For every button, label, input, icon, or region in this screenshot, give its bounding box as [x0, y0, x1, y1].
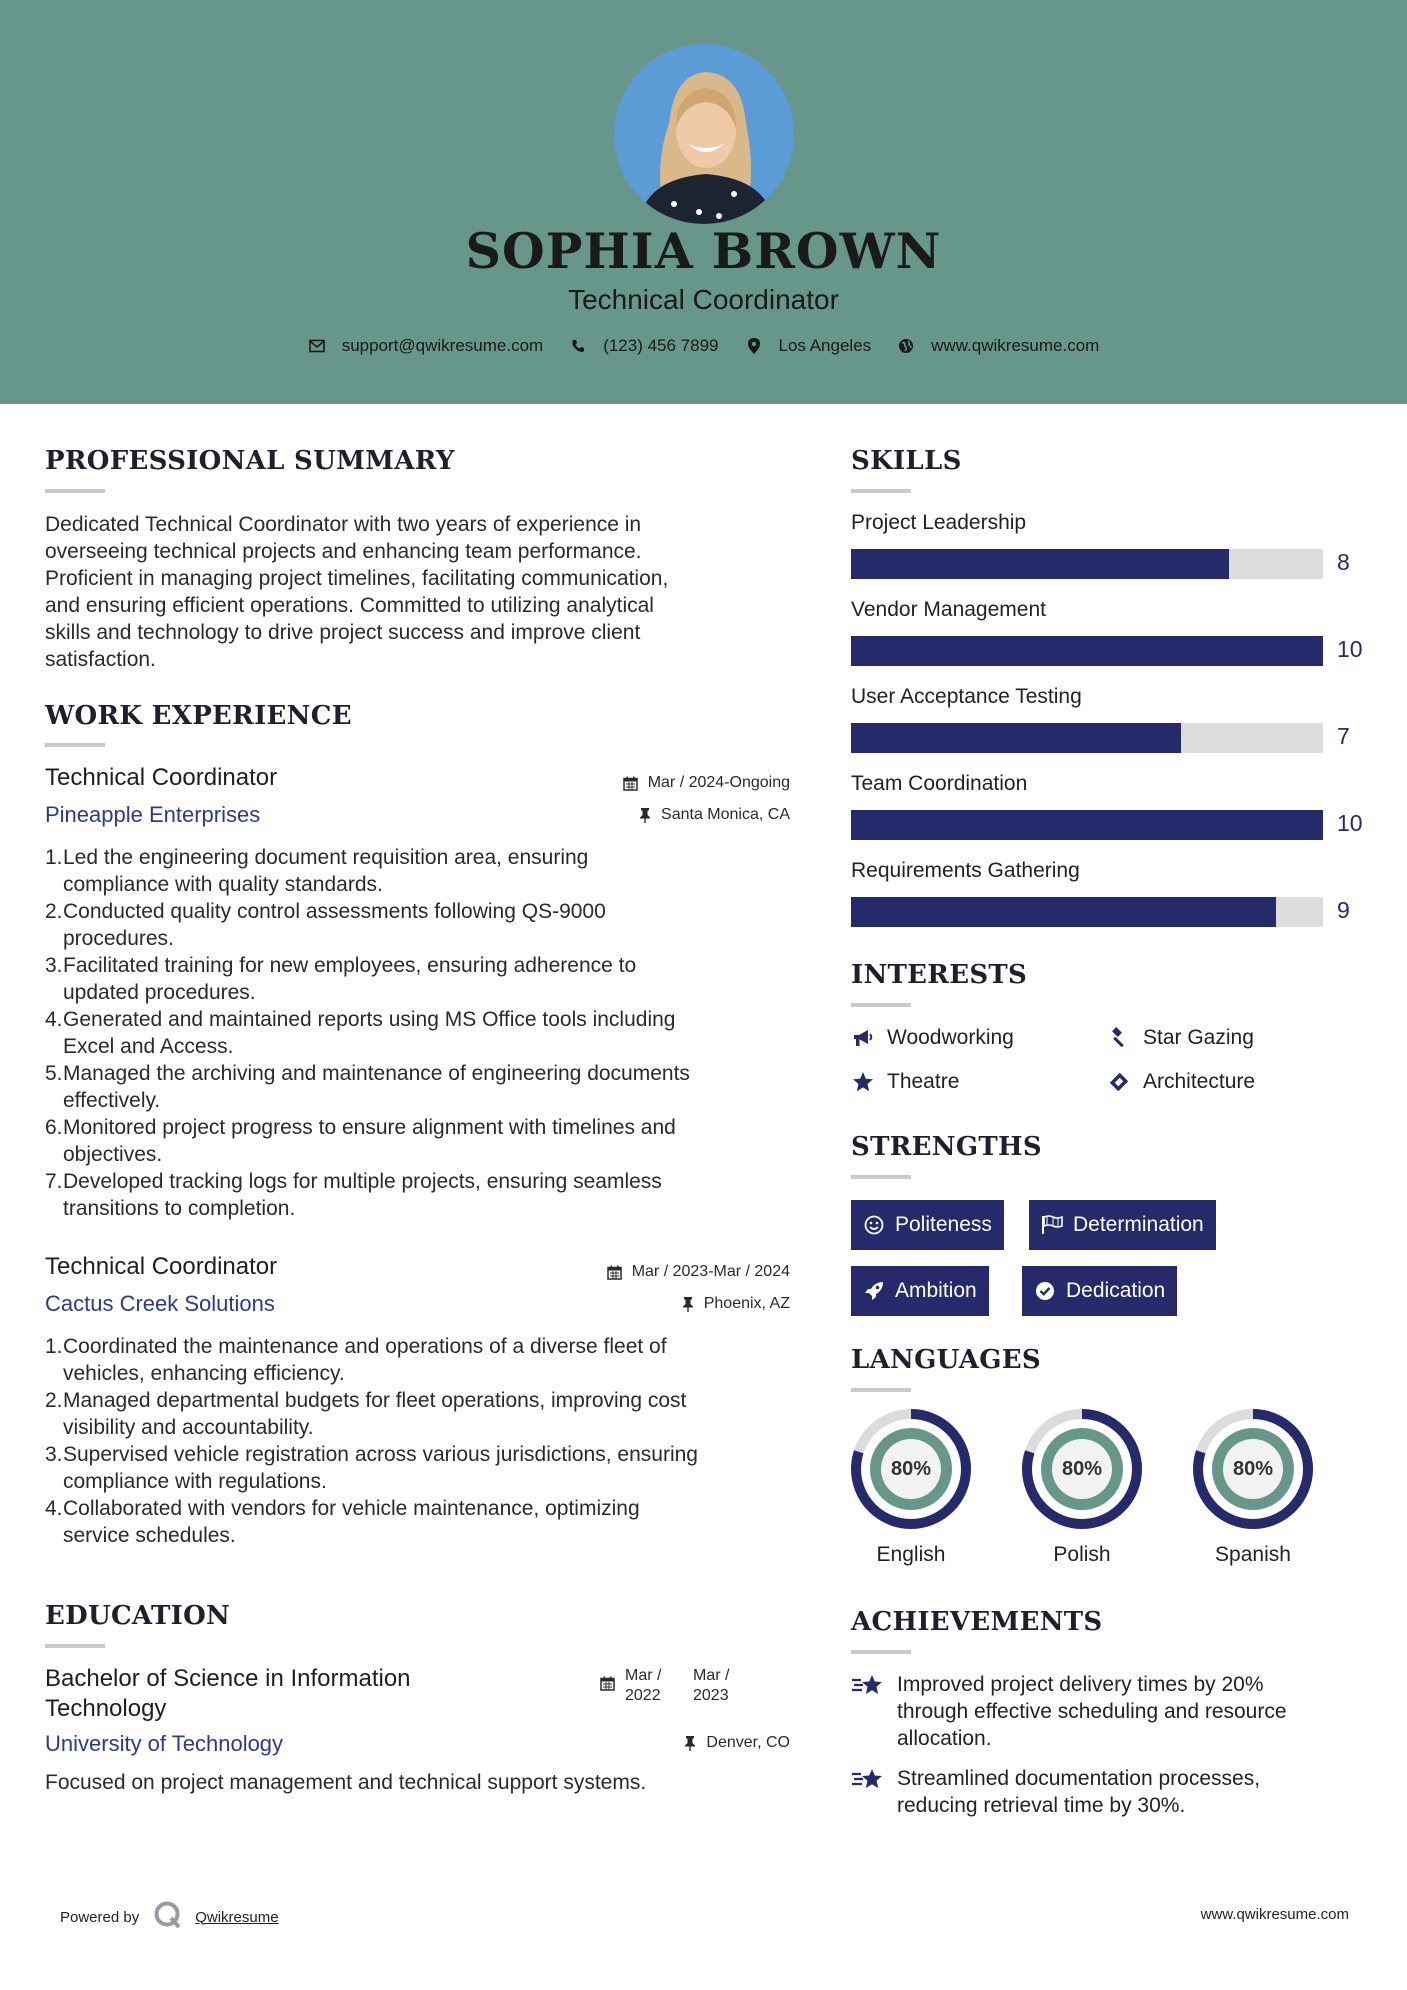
language-item [1020, 1407, 1144, 1567]
rocket-icon [863, 1280, 885, 1302]
edu-start-line: 2022 [625, 1687, 661, 1704]
pushpin-icon [684, 1736, 696, 1751]
strength-badge [1022, 1266, 1177, 1316]
education-description: Focused on project management and technical support systems. [45, 1771, 647, 1794]
language-percent: 80% [890, 1457, 932, 1480]
interest-item [851, 1070, 959, 1094]
language-ring [849, 1407, 973, 1531]
strength-label: Politeness [895, 1213, 992, 1236]
achievement-line: Streamlined documentation processes, [897, 1767, 1261, 1790]
edu-start-line: Mar / [625, 1667, 662, 1684]
bullet-line: Excel and Access. [63, 1035, 234, 1058]
powered-by-label: Powered by [60, 1908, 140, 1926]
language-item [1191, 1407, 1315, 1567]
bullet-line: Facilitated training for new employees, ensuring adherence to [63, 954, 637, 977]
bullet-line: service schedules. [63, 1524, 236, 1547]
skill-label: Vendor Management [851, 598, 1046, 621]
job-dates [480, 774, 790, 792]
email-text: support@qwikresume.com [341, 336, 544, 355]
job-title: Technical Coordinator [45, 764, 278, 791]
smile-icon [863, 1214, 885, 1236]
bullet-line: Conducted quality control assessments following QS-9000 [63, 900, 606, 923]
achievements-divider [851, 1650, 911, 1654]
summary-heading: PROFESSIONAL SUMMARY [45, 446, 455, 476]
strength-label: Dedication [1066, 1279, 1166, 1302]
interest-label: Architecture [1143, 1070, 1256, 1093]
bullet-line: Coordinated the maintenance and operations of a diverse fleet of [63, 1335, 667, 1358]
interests-heading: INTERESTS [851, 960, 1028, 990]
globe-icon [897, 337, 915, 355]
list-item: 7. Developed tracking logs for multiple projects, ensuring seamless transitions to completion. [45, 1168, 805, 1222]
candidate-name: SOPHIA BROWN [465, 222, 942, 280]
bullet-line: Monitored project progress to ensure alignment with timelines and [63, 1116, 676, 1139]
job-title: Technical Coordinator [45, 1253, 278, 1280]
achievement-line: reducing retrieval time by 30%. [897, 1794, 1186, 1817]
degree-line: Technology [45, 1695, 167, 1722]
job-dates-text: Mar / 2024-Ongoing [647, 774, 790, 791]
interests-divider [851, 1003, 911, 1007]
bullet-line: Managed the archiving and maintenance of engineering documents [63, 1062, 690, 1085]
summary-line: skills and technology to drive project success and improve client [45, 621, 641, 644]
skills-divider [851, 489, 911, 493]
job-location-text: Phoenix, AZ [703, 1295, 790, 1312]
contact-phone[interactable] [569, 336, 718, 356]
calendar-icon [623, 776, 638, 791]
brand-link[interactable]: Qwikresume [195, 1908, 279, 1926]
location-text: Los Angeles [778, 336, 872, 355]
school-name: University of Technology [45, 1731, 284, 1756]
list-item: 5. Managed the archiving and maintenance of engineering documents effectively. [45, 1060, 805, 1114]
strength-badge [851, 1200, 1004, 1250]
list-item: 1. Led the engineering document requisition area, ensuring compliance with quality standards. [45, 844, 805, 898]
bullet-line: Managed departmental budgets for fleet operations, improving cost [63, 1389, 687, 1412]
strength-badge [851, 1266, 989, 1316]
summary-line: and ensuring efficient operations. Committed to utilizing analytical [45, 594, 654, 617]
experience-divider [45, 743, 105, 747]
summary-line: Dedicated Technical Coordinator with two years of experience in [45, 513, 642, 536]
skill-bar-fill [851, 897, 1276, 927]
list-item: 2. Conducted quality control assessments following QS-9000 procedures. [45, 898, 805, 952]
skill-bar-fill [851, 810, 1323, 840]
flag-icon [1041, 1214, 1063, 1236]
interest-item [851, 1026, 1014, 1050]
skill-label: User Acceptance Testing [851, 685, 1082, 708]
phone-icon [569, 337, 587, 355]
candidate-role: Technical Coordinator [568, 284, 839, 315]
star-icon [851, 1070, 875, 1094]
list-item: 4. Generated and maintained reports using MS Office tools including Excel and Access. [45, 1006, 805, 1060]
bullet-line: compliance with quality standards. [63, 873, 383, 896]
strength-label: Determination [1073, 1213, 1204, 1236]
achievement-line: Improved project delivery times by 20% [897, 1673, 1264, 1696]
achievement-item [851, 1765, 1371, 1819]
skill-bar-track [851, 636, 1323, 666]
powered-by [60, 1900, 279, 1934]
summary-line: overseeing technical projects and enhancing team performance. [45, 540, 642, 563]
achievements-heading: ACHIEVEMENTS [851, 1607, 1103, 1637]
summary-line: satisfaction. [45, 648, 156, 671]
education-divider [45, 1644, 105, 1648]
skill-bar-fill [851, 549, 1229, 579]
company-name: Pineapple Enterprises [45, 802, 261, 827]
job-location [480, 1295, 790, 1313]
skill-bar-track [851, 897, 1323, 927]
pushpin-icon [682, 1297, 694, 1312]
resume-header [0, 0, 1407, 404]
degree-line: Bachelor of Science in Information [45, 1665, 411, 1692]
languages-divider [851, 1388, 911, 1392]
list-item: 3. Supervised vehicle registration across various jurisdictions, ensuring compliance with regulations. [45, 1441, 805, 1495]
bullet-line: procedures. [63, 927, 174, 950]
bullet-line: compliance with regulations. [63, 1470, 327, 1493]
summary-divider [45, 489, 105, 493]
skills-heading: SKILLS [851, 446, 962, 476]
languages-heading: LANGUAGES [851, 1345, 1041, 1375]
language-percent: 80% [1061, 1457, 1103, 1480]
strength-badge [1029, 1200, 1216, 1250]
skill-value: 10 [1337, 636, 1363, 662]
job-bullets [45, 1333, 805, 1549]
skill-value: 9 [1337, 897, 1350, 923]
language-name: Polish [1053, 1543, 1111, 1566]
bullet-line: Supervised vehicle registration across various jurisdictions, ensuring [63, 1443, 698, 1466]
job-dates-text: Mar / 2023-Mar / 2024 [631, 1263, 790, 1280]
bullet-line: objectives. [63, 1143, 163, 1166]
strength-label: Ambition [895, 1279, 977, 1302]
skill-bar-fill [851, 723, 1181, 753]
list-item: 2. Managed departmental budgets for fleet operations, improving cost visibility and accountability. [45, 1387, 805, 1441]
skill-label: Team Coordination [851, 772, 1028, 795]
skill-value: 8 [1337, 549, 1350, 575]
job-dates [480, 1263, 790, 1281]
envelope-icon [308, 337, 326, 355]
footer-website[interactable]: www.qwikresume.com [1200, 1906, 1349, 1923]
bullet-line: effectively. [63, 1089, 161, 1112]
interest-item [1107, 1070, 1255, 1094]
skill-bar-track [851, 723, 1323, 753]
qwikresume-logo-icon [153, 1900, 183, 1934]
skill-bar-track [851, 810, 1323, 840]
experience-heading: WORK EXPERIENCE [45, 701, 352, 731]
language-ring [1191, 1407, 1315, 1531]
gavel-icon [1107, 1026, 1131, 1050]
bullet-line: transitions to completion. [63, 1197, 296, 1220]
education-location-text: Denver, CO [706, 1734, 790, 1751]
education-dates [600, 1666, 760, 1706]
skill-value: 7 [1337, 723, 1350, 749]
website-text: www.qwikresume.com [931, 336, 1100, 355]
pushpin-icon [639, 808, 651, 823]
education-location [480, 1734, 790, 1752]
map-pin-icon [745, 337, 763, 355]
edu-start [625, 1666, 687, 1706]
education-heading: EDUCATION [45, 1601, 231, 1631]
ticket-icon [1107, 1070, 1131, 1094]
check-circle-icon [1034, 1280, 1056, 1302]
bullet-line: visibility and accountability. [63, 1416, 314, 1439]
summary-line: Proficient in managing project timelines, facilitating communication, [45, 567, 669, 590]
list-item: 3. Facilitated training for new employees, ensuring adherence to updated procedures. [45, 952, 805, 1006]
skill-value: 10 [1337, 810, 1363, 836]
strengths-heading: STRENGTHS [851, 1132, 1042, 1162]
list-item: 4. Collaborated with vendors for vehicle maintenance, optimizing service schedules. [45, 1495, 805, 1549]
list-item: 1. Coordinated the maintenance and operations of a diverse fleet of vehicles, enhancing efficiency. [45, 1333, 805, 1387]
bullet-line: Developed tracking logs for multiple projects, ensuring seamless [63, 1170, 662, 1193]
summary-text [45, 511, 805, 673]
skill-label: Project Leadership [851, 511, 1027, 534]
bullet-line: Collaborated with vendors for vehicle maintenance, optimizing [63, 1497, 640, 1520]
achievement-item [851, 1671, 1371, 1752]
edu-end [693, 1666, 729, 1706]
interest-label: Star Gazing [1143, 1026, 1254, 1049]
bullet-line: updated procedures. [63, 981, 256, 1004]
calendar-icon [600, 1676, 615, 1691]
job-location [480, 806, 790, 824]
language-item [849, 1407, 973, 1567]
contact-website[interactable] [897, 336, 1099, 356]
language-ring [1020, 1407, 1144, 1531]
strengths-divider [851, 1175, 911, 1179]
contact-email[interactable] [308, 336, 544, 356]
edu-end-line: Mar / [693, 1667, 730, 1684]
skill-bar-fill [851, 636, 1323, 666]
bullet-line: Generated and maintained reports using MS Office tools including [63, 1008, 676, 1031]
bullhorn-icon [851, 1026, 875, 1050]
phone-text: (123) 456 7899 [603, 336, 719, 355]
shooting-star-icon [851, 1671, 885, 1701]
interest-label: Theatre [887, 1070, 960, 1093]
achievement-line: through effective scheduling and resource [897, 1700, 1287, 1723]
interest-label: Woodworking [887, 1026, 1014, 1049]
edu-end-line: 2023 [693, 1687, 729, 1704]
job-bullets [45, 844, 805, 1222]
shooting-star-icon [851, 1765, 885, 1795]
contact-location [745, 336, 872, 356]
company-name: Cactus Creek Solutions [45, 1291, 275, 1316]
interest-item [1107, 1026, 1254, 1050]
language-name: English [876, 1543, 946, 1566]
skill-bar-track [851, 549, 1323, 579]
contact-bar [0, 336, 1407, 356]
skill-label: Requirements Gathering [851, 859, 1080, 882]
achievement-line: allocation. [897, 1727, 992, 1750]
language-name: Spanish [1215, 1543, 1291, 1566]
job-location-text: Santa Monica, CA [661, 806, 790, 823]
degree-title [45, 1664, 411, 1724]
bullet-line: vehicles, enhancing efficiency. [63, 1362, 345, 1385]
profile-photo [614, 44, 794, 224]
bullet-line: Led the engineering document requisition area, ensuring [63, 846, 589, 869]
calendar-icon [607, 1265, 622, 1280]
list-item: 6. Monitored project progress to ensure alignment with timelines and objectives. [45, 1114, 805, 1168]
language-percent: 80% [1232, 1457, 1274, 1480]
